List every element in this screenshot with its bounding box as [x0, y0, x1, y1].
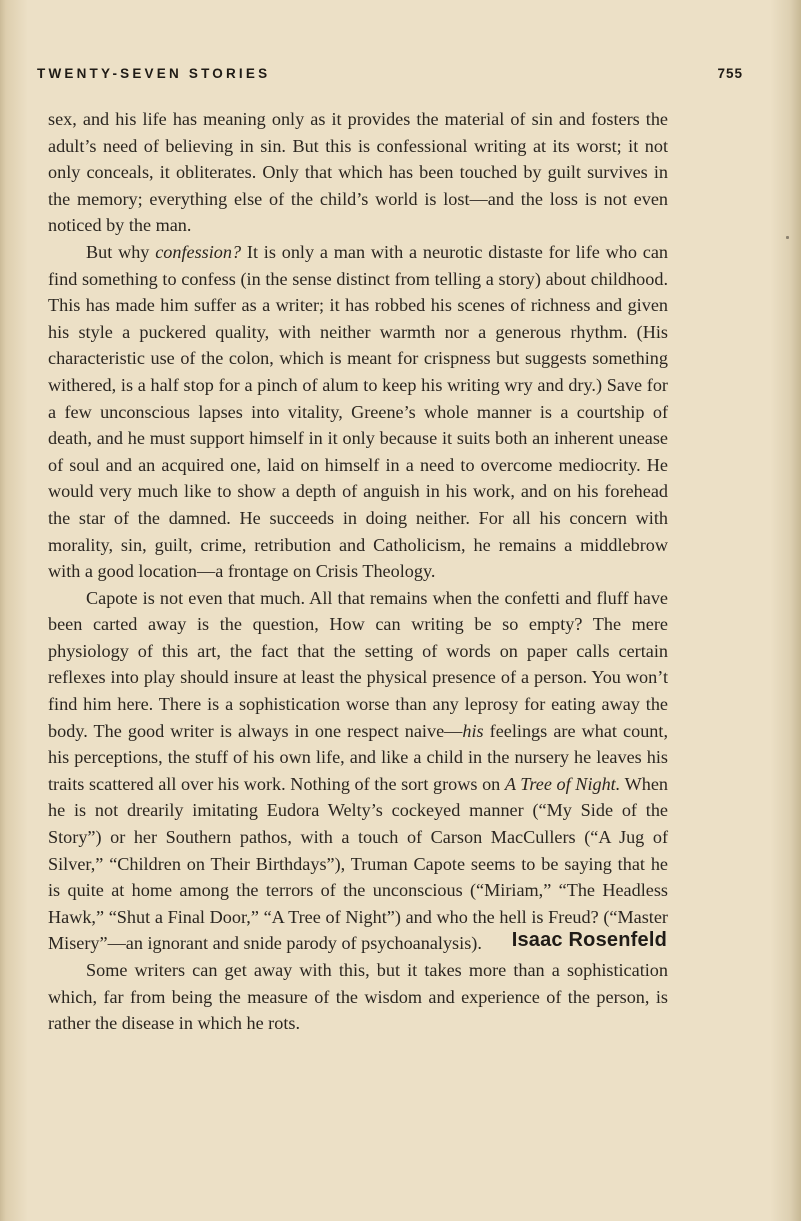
- italic-phrase: A Tree of Night.: [504, 773, 621, 794]
- italic-phrase: confession?: [155, 241, 242, 262]
- author-signature: Isaac Rosenfeld: [511, 929, 667, 951]
- text-run: Capote is not even that much. All that remains when the confetti and fluff have been carted away is the question, How can writing be so empty? The mere physiology of this art, the fact that the setting of words on paper calls certain reflexes into play should insure at least the physical presence of a person. You won’t find him here. There is a sophistication worse than any leprosy for eating away the body. The good writer is always in one respect naive—: [48, 587, 668, 741]
- text-run: Some writers can get away with this, but it takes more than a sophistication which, far from being the measure of the wisdom and experience of the person, is rather the disease in which he rots.: [48, 960, 668, 1034]
- paragraph: [48, 585, 668, 957]
- paragraph: [48, 239, 668, 585]
- text-run: When he is not drearily imitating Eudora Welty’s cockeyed manner (“My Side of the Story”) or her Southern pathos, with a touch of Carson MacCullers (“A Jug of Silver,” “Children on Their Birthdays”), Truman Capote seems to be saying that he is quite at home among the terrors of the unconscious (“Miriam,” “The Headless Hawk,” “Shut a Final Door,” “A Tree of Night”) and who the hell is Freud? (“Master Misery”—an ignorant and snide parody of psychoanalysis).: [48, 773, 669, 954]
- running-head: TWENTY-SEVEN STORIES: [37, 66, 271, 81]
- text-run: feelings are what count, his perceptions, the stuff of his own life, and like a child in the nursery he leaves his traits scattered all over his work. Nothing of the sort grows on: [48, 720, 668, 794]
- paragraph: [48, 106, 668, 239]
- paragraph: [48, 957, 668, 1037]
- page-number: 755: [717, 66, 743, 81]
- text-run: But why: [86, 241, 156, 262]
- margin-speck: [786, 236, 789, 239]
- italic-phrase: his: [462, 720, 484, 741]
- text-run: It is only a man with a neurotic distaste for life who can find something to confess (in the sense distinct from telling a story) about childhood. This has made him suffer as a writer; it has robbed his scenes of richness and given his style a puckered quality, with neither warmth nor a generous rhythm. (His characteristic use of the colon, which is meant for crispness but suggests something withered, is a half stop for a pinch of alum to keep his writing wry and dry.) Save for a few unconscious lapses into vitality, Greene’s whole manner is a courtship of death, and he must support himself in it only because it suits both an inherent unease of soul and an acquired one, laid on himself in a need to overcome mediocrity. He would very much like to show a depth of anguish in his work, and on his forehead the star of the damned. He succeeds in doing neither. For all his concern with morality, sin, guilt, crime, retribution and Catholicism, he remains a middlebrow with a good location—a frontage on Crisis Theology.: [48, 241, 668, 582]
- text-run: sex, and his life has meaning only as it provides the material of sin and fosters the adult’s need of believing in sin. But this is confessional writing at its worst; it not only conceals, it obliterates. Only that which has been touched by guilt survives in the memory; everything else of the child’s world is lost—and the loss is not even noticed by the man.: [48, 109, 668, 236]
- page-header: [37, 66, 743, 90]
- article-body: [48, 106, 668, 1037]
